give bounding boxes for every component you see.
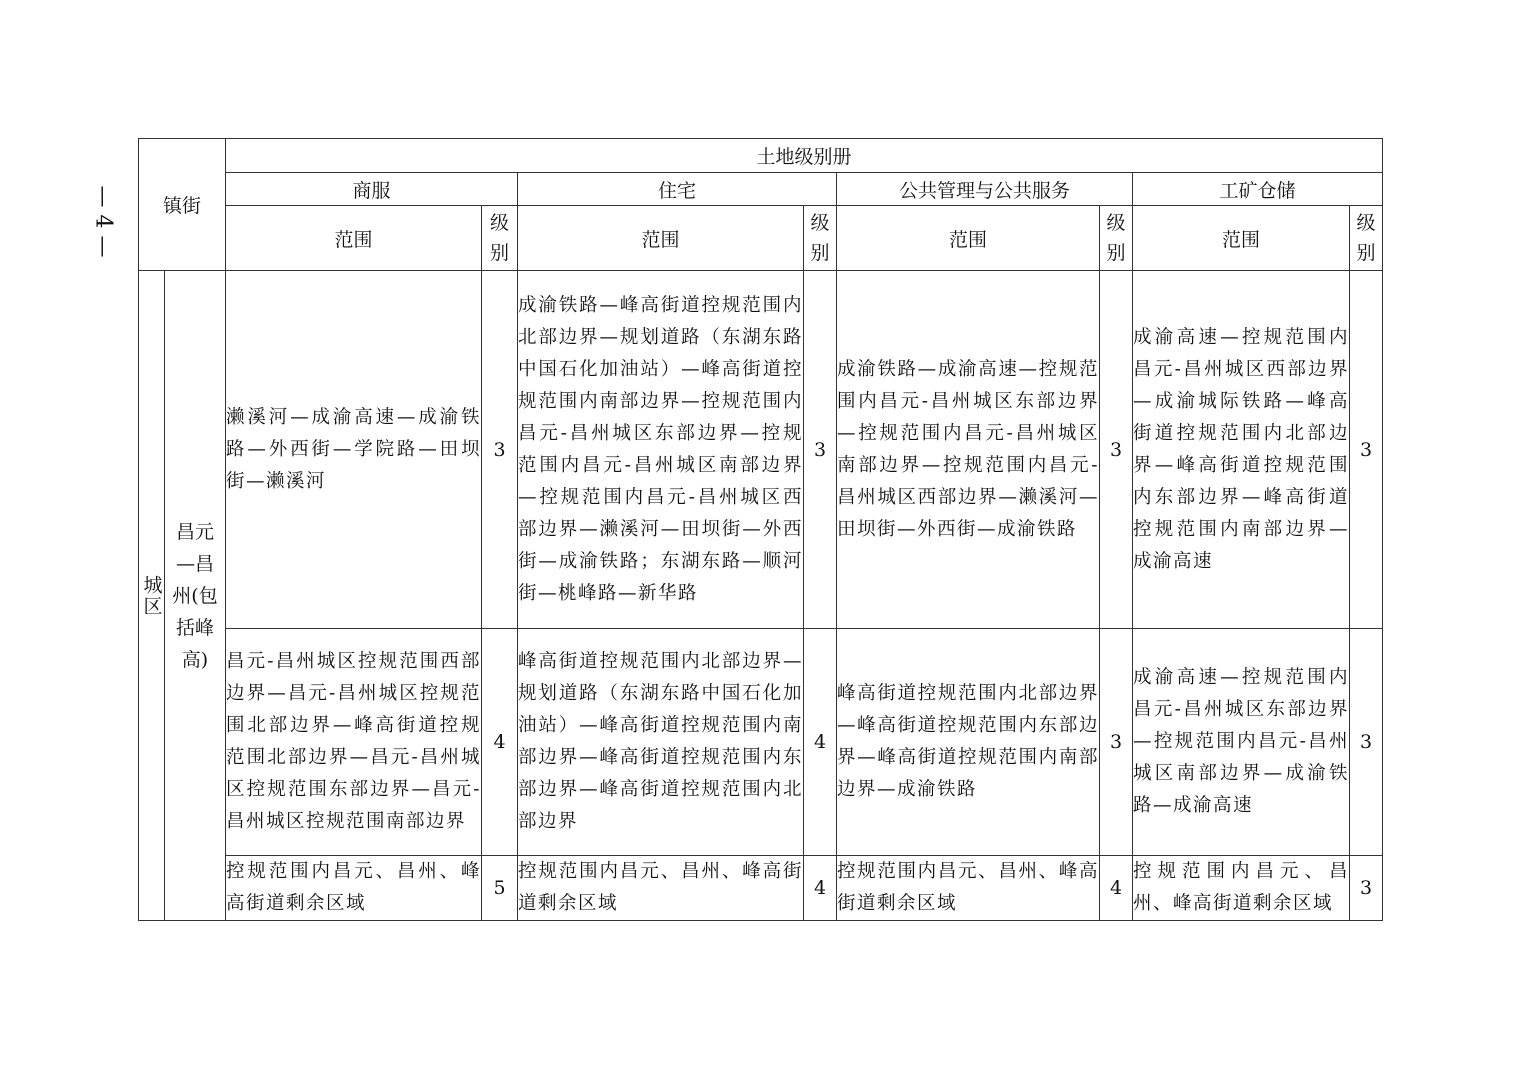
gonggong-range: 峰高街道控规范围内北部边界—峰高街道控规范围内东部边界—峰高街道控规范围内南部边界—成渝铁路 xyxy=(837,629,1100,856)
zhuzhai-level: 3 xyxy=(804,271,837,629)
gonggong-level: 4 xyxy=(1100,856,1133,921)
shangfu-level: 5 xyxy=(482,856,518,921)
zhuzhai-level: 4 xyxy=(804,856,837,921)
land-level-table xyxy=(138,138,1383,921)
page-number xyxy=(88,176,118,266)
shangfu-range: 昌元-昌州城区控规范围西部边界—昌元-昌州城区控规范围北部边界—峰高街道控规范围北部边界—昌元-昌州城区控规范围东部边界—昌元-昌州城区控规范围南部边界 xyxy=(226,629,482,856)
category-zhuzhai: 住宅 xyxy=(518,173,837,206)
gongkuang-range: 成渝高速—控规范围内昌元-昌州城区西部边界—成渝城际铁路—峰高街道控规范围内北部边界—峰高街道控规范围内东部边界—峰高街道控规范围内南部边界—成渝高速 xyxy=(1133,271,1350,629)
gongkuang-level: 3 xyxy=(1350,856,1383,921)
gonggong-range: 成渝铁路—成渝高速—控规范围内昌元-昌州城区东部边界—控规范围内昌元-昌州城区南部边界—控规范围内昌元-昌州城区西部边界—濑溪河—田坝街—外西街—成渝铁路 xyxy=(837,271,1100,629)
range-header: 范围 xyxy=(837,206,1100,271)
gonggong-range: 控规范围内昌元、昌州、峰高街道剩余区域 xyxy=(837,856,1100,921)
table-title: 土地级别册 xyxy=(226,139,1383,173)
range-header: 范围 xyxy=(518,206,804,271)
level-header: 级别 xyxy=(1350,206,1383,271)
shangfu-level: 4 xyxy=(482,629,518,856)
gonggong-level: 3 xyxy=(1100,629,1133,856)
zhuzhai-range: 控规范围内昌元、昌州、峰高街道剩余区域 xyxy=(518,856,804,921)
category-shangfu: 商服 xyxy=(226,173,518,206)
level-header: 级别 xyxy=(482,206,518,271)
range-header: 范围 xyxy=(226,206,482,271)
table-row xyxy=(139,271,1383,629)
table-row xyxy=(139,629,1383,856)
shangfu-range: 控规范围内昌元、昌州、峰高街道剩余区域 xyxy=(226,856,482,921)
gonggong-level: 3 xyxy=(1100,271,1133,629)
street-name: 昌元—昌州(包括峰高) xyxy=(172,520,218,671)
shangfu-range: 濑溪河—成渝高速—成渝铁路—外西街—学院路—田坝街—濑溪河 xyxy=(226,271,482,629)
gongkuang-level: 3 xyxy=(1350,271,1383,629)
street-cell xyxy=(165,271,226,921)
zhuzhai-level: 4 xyxy=(804,629,837,856)
zhuzhai-range: 峰高街道控规范围内北部边界—规划道路（东湖东路中国石化加油站）—峰高街道控规范围内南部边界—峰高街道控规范围内东部边界—峰高街道控规范围内北部边界 xyxy=(518,629,804,856)
table-row xyxy=(139,856,1383,921)
level-header: 级别 xyxy=(1100,206,1133,271)
gongkuang-level: 3 xyxy=(1350,629,1383,856)
level-header: 级别 xyxy=(804,206,837,271)
zhuzhai-range: 成渝铁路—峰高街道控规范围内北部边界—规划道路（东湖东路中国石化加油站）—峰高街道控规范围内南部边界—控规范围内昌元-昌州城区东部边界—控规范围内昌元-昌州城区南部边界—控规范围内昌元-昌州城区西部边界—濑溪河—田坝街—外西街—成渝铁路；东湖东路—顺河街—桃峰路—新华路 xyxy=(518,271,804,629)
gongkuang-range: 成渝高速—控规范围内昌元-昌州城区东部边界—控规范围内昌元-昌州城区南部边界—成渝铁路—成渝高速 xyxy=(1133,629,1350,856)
town-street-header: 镇街 xyxy=(139,139,226,271)
category-gongkuang: 工矿仓储 xyxy=(1133,173,1383,206)
shangfu-level: 3 xyxy=(482,271,518,629)
gongkuang-range: 控规范围内昌元、昌州、峰高街道剩余区域 xyxy=(1133,856,1350,921)
town-cell: 城区 xyxy=(139,271,165,921)
range-header: 范围 xyxy=(1133,206,1350,271)
page-number-text: — 4 — xyxy=(90,185,116,257)
category-gonggong: 公共管理与公共服务 xyxy=(837,173,1133,206)
